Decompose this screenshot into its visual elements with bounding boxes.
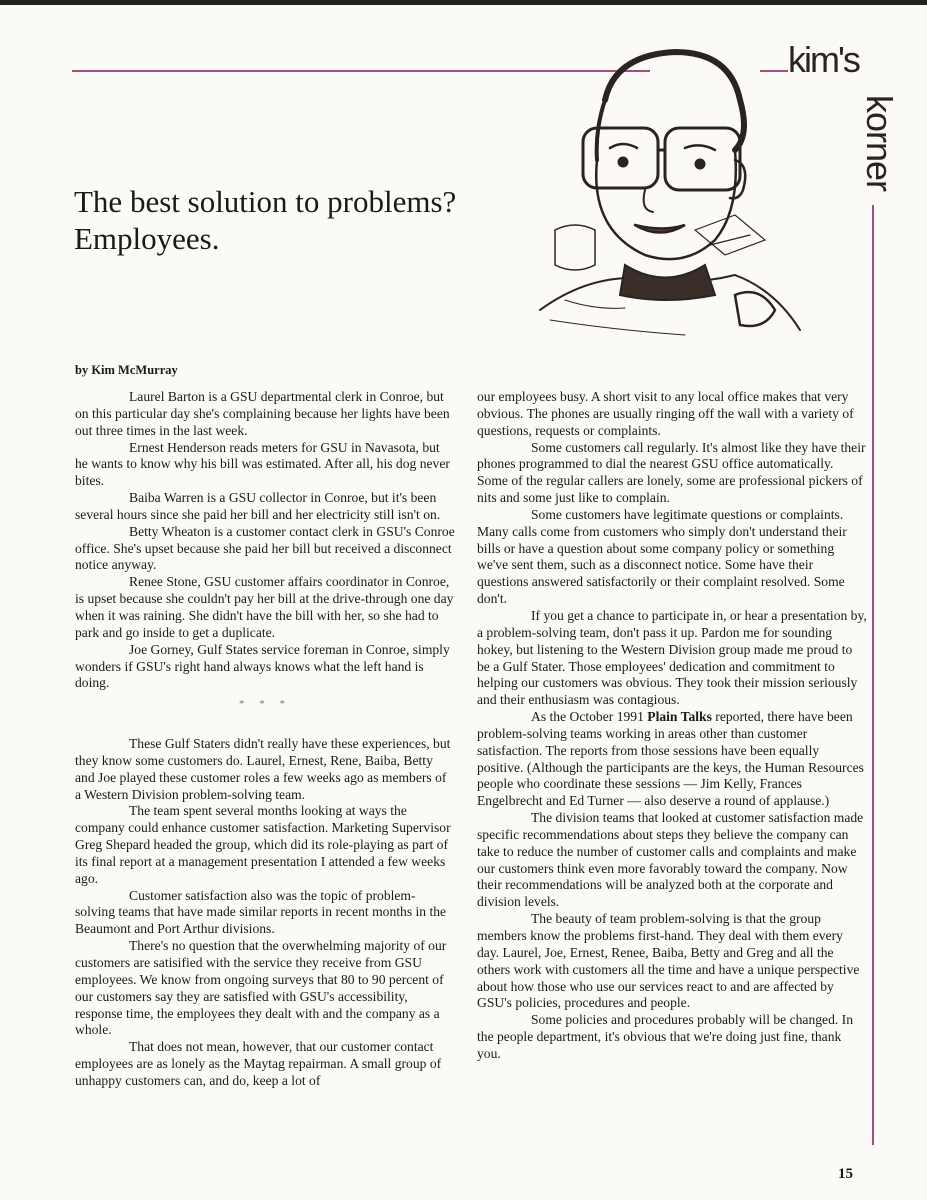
paragraph-continued: our employees busy. A short visit to any local office makes that very obvious. The phones are usually ringing off the wall with a variety of questions, requests or complaints. bbox=[477, 389, 854, 438]
paragraph: Baiba Warren is a GSU collector in Conroe, but it's been several hours since she paid her bill and her electricity still isn't on. bbox=[75, 490, 441, 522]
paragraph: Laurel Barton is a GSU departmental clerk in Conroe, but on this particular day she's complaining because her lights have been out three times in the last week. bbox=[75, 389, 450, 438]
paragraph-plain-talks bbox=[477, 709, 867, 810]
paragraph: Joe Gorney, Gulf States service foreman in Conroe, simply wonders if GSU's right hand always knows what the left hand is doing. bbox=[75, 641, 450, 691]
scan-top-edge bbox=[0, 0, 927, 5]
paragraph: Betty Wheaton is a customer contact clerk in GSU's Conroe office. She's upset because she paid her bill but received a disconnect notice anyway. bbox=[75, 523, 455, 573]
paragraph: That does not mean, however, that our customer contact employees are as lonely as the Maytag repairman. A small group of unhappy customers can, and do, keep a lot of bbox=[75, 1039, 442, 1088]
publication-name: Plain Talks bbox=[647, 709, 712, 725]
page-number: 15 bbox=[838, 1166, 853, 1182]
article-title bbox=[74, 183, 456, 257]
caricature-illustration bbox=[535, 40, 805, 340]
paragraph: Ernest Henderson reads meters for GSU in Navasota, but he wants to know why his bill was estimated. After all, his dog never bites. bbox=[75, 439, 450, 489]
text: reported, there have been problem-solving teams working in areas other than customer satisfaction. The reports from those sessions have been equally positive. (Although the participants are the keys, the Human Resources people who coordinate these sessions — Jim Kelly, Frances Engelbrecht and Ed Turner — also deserve a round of applause.) bbox=[477, 709, 864, 809]
paragraph: Some customers have legitimate questions or complaints. Many calls come from customers who simply don't understand their bills or have a question about some company policy or something we've sent them, such as a disconnect notice. Some have their questions answered satisfactorily or their complaint resolved. Some don't. bbox=[477, 506, 847, 607]
section-title-kims: kim's bbox=[788, 39, 859, 80]
paragraph: These Gulf Staters didn't really have these experiences, but they know some customers do. Laurel, Ernest, Rene, Baiba, Betty and Joe played these customer roles a few weeks ago as members of a Western Division problem-solving team. bbox=[75, 736, 451, 802]
paragraph: The division teams that looked at customer satisfaction made specific recommendations about steps they believe the company can take to reduce the number of customer calls and complaints and make our customers think even more favorably toward the company. Now their recommendations will be analyzed both at the corporate and division levels. bbox=[477, 810, 864, 910]
side-rule bbox=[872, 205, 874, 1145]
left-column bbox=[75, 389, 455, 1090]
title-line-2: Employees. bbox=[74, 221, 220, 256]
paragraph: There's no question that the overwhelming majority of our customers are satisified with the service they receive from GSU employees. We know from ongoing surveys that 80 to 90 percent of our customers say they are satisfied with GSU's accessibility, response time, the employees they dealt with and the company as a whole. bbox=[75, 938, 447, 1038]
paragraph: Some policies and procedures probably will be changed. In the people department, it's obvious that we're doing just fine, thank you. bbox=[477, 1012, 854, 1061]
section-title-korner bbox=[854, 80, 904, 205]
paragraph: Some customers call regularly. It's almost like they have their phones programmed to dial the nearest GSU office automatically. Some of the regular callers are lonely, some are professional pickers of nits and some just like to complain. bbox=[477, 439, 866, 506]
section-separator: * * * bbox=[239, 698, 291, 711]
paragraph: The beauty of team problem-solving is that the group members know the problems first-hand. They deal with them every day. Laurel, Joe, Ernest, Renee, Baiba, Betty and Greg and all the others work with customers all the time and have a unique perspective about how those who use our services react to and are affected by GSU's policies, procedures and people. bbox=[477, 911, 860, 1011]
right-column bbox=[477, 389, 867, 1063]
paragraph: Renee Stone, GSU customer affairs coordinator in Conroe, is upset because she couldn't pay her bill at the drive-through one day when it was raining. She didn't have the bill with her, so she had to park and go inside to get a duplicate. bbox=[75, 574, 454, 640]
korner-text: korner bbox=[859, 94, 900, 191]
paragraph: Customer satisfaction also was the topic of problem-solving teams that have made similar reports in recent months in the Beaumont and Port Arthur divisions. bbox=[75, 887, 447, 937]
byline: by Kim McMurray bbox=[75, 363, 178, 377]
paragraph: If you get a chance to participate in, or hear a presentation by, a problem-solving team, don't pass it up. Pardon me for sounding hokey, but listening to the Western Division group made me proud to be a Gulf Stater. Those employees' dedication and commitment to helping our customers was obvious. They took their mission seriously and their enthusiasm was contagious. bbox=[477, 607, 867, 708]
paragraph: The team spent several months looking at ways the company could enhance customer satisfaction. Marketing Supervisor Greg Shepard headed the group, which did its role-playing as part of its final report at a management presentation I attended a few weeks ago. bbox=[75, 803, 451, 886]
title-line-1: The best solution to problems? bbox=[74, 184, 457, 219]
text: As the October 1991 bbox=[531, 709, 648, 725]
